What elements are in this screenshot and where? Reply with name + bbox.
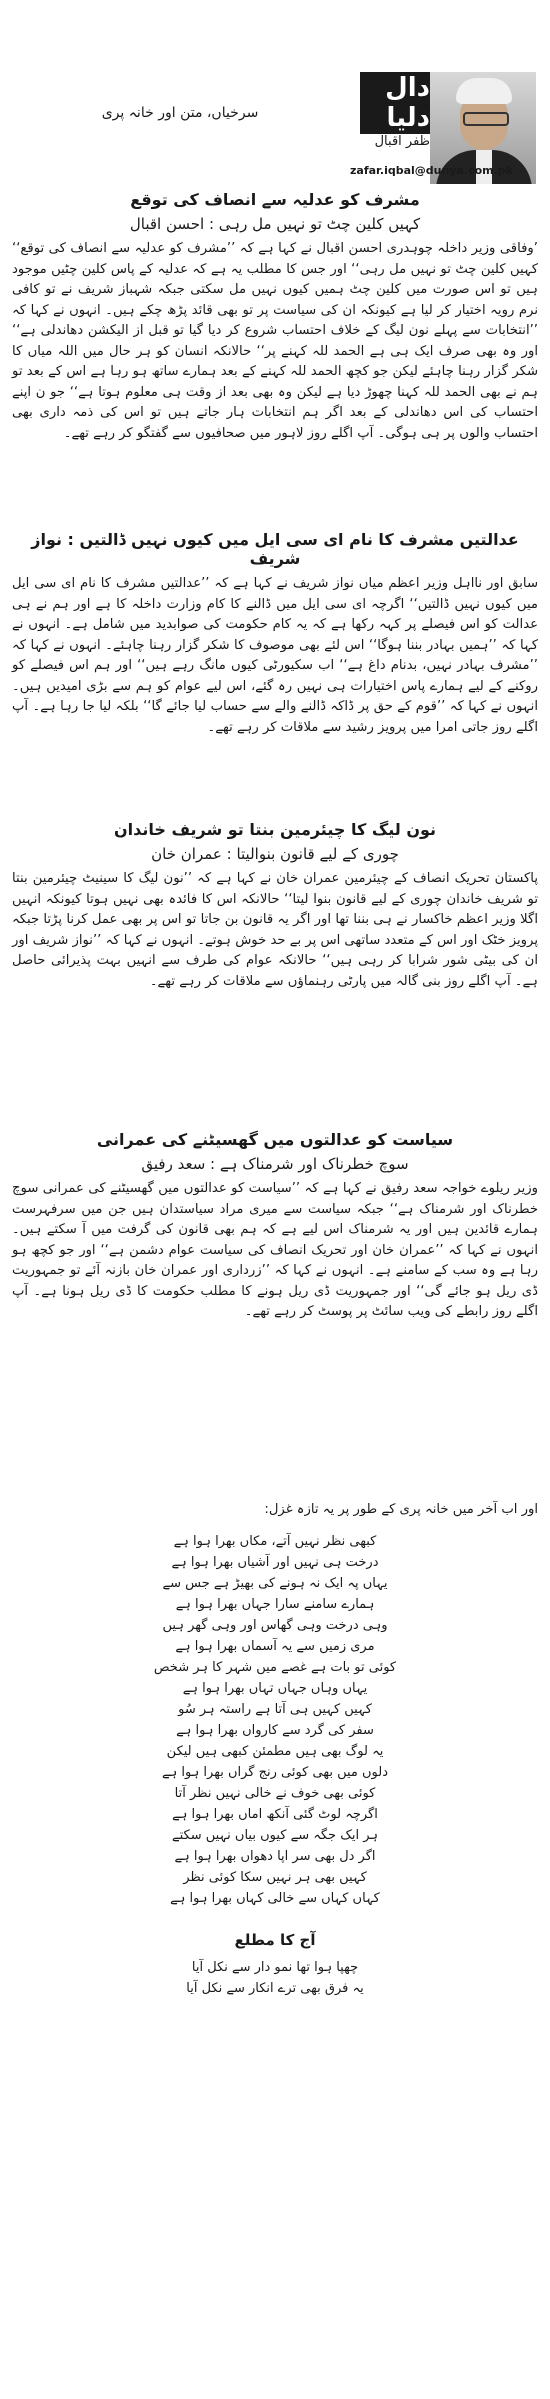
section-1-body: ’وفاقی وزیر داخلہ چوہدری احسن اقبال نے کہا ہے کہ ’’مشرف کو عدلیہ سے انصاف کی توقع‘‘ کہیں کلین چٹ تو نہیں مل رہی‘‘ اور جس کا مطلب یہ ہے کہ عدلیہ کے پاس کلین چٹیں موجود ہیں تو اس صورت میں کلین چٹ ہمیں کیوں نہیں مل سکتی جبکہ شہباز شریف نے تو کافی نرم رویہ اختیار کر لیا ہے کیونکہ ان کی سیاست پر تو بھی قائد پڑھ چکے ہیں۔ انہوں نے کہا کہ ’’انتخابات سے پہلے نون لیگ کے خلاف احتساب شروع کر دیا گیا تو قبل از الیکشن دھاندلی ہے‘‘ اور وہ بھی صرف ایک ہی ہے الحمد للہ کہنے پر‘‘ حالانکہ انسان کو ہر حال میں اللہ میاں کا شکر گزار رہنا چاہئے لیکن جو کچھ الحمد للہ کہنے کے بعد ہمارے ساتھ ہو رہا ہے اس کے بعد تو ہم نے بھی الحمد للہ کہنا چھوڑ دیا ہے لیکن وہ بھی بعد از وقت ہی معلوم ہوتا ہے‘‘ جو ن اپنے احتساب کی اس دھاندلی کے بعد اگر ہم انتخابات ہار جاتے ہیں تو اس کی ذمہ داری بھی احتساب والوں پر ہی ہوگی۔ آپ اگلے روز لاہور میں صحافیوں سے گفتگو کر رہے تھے۔ bbox=[12, 241, 538, 441]
matla-line: چھپا ہوا تھا نمو دار سے نکل آیا bbox=[191, 1959, 359, 1975]
section-1-subheading: کہیں کلین چٹ تو نہیں مل رہی : احسن اقبال bbox=[129, 215, 421, 233]
ghazal-line: کہاں کہاں سے خالی کہاں بھرا ہوا ہے bbox=[170, 1890, 380, 1906]
section-3 bbox=[12, 820, 538, 992]
section-2-heading: عدالتیں مشرف کا نام ای سی ایل میں کیوں نہیں ڈالتیں : نواز شریف bbox=[31, 530, 519, 568]
ghazal-line: کبھی نظر نہیں آتے، مکاں بھرا ہوا ہے bbox=[173, 1533, 377, 1549]
ghazal-line: یہ لوگ بھی ہیں مطمئن کبھی ہیں لیکن bbox=[166, 1743, 384, 1759]
section-1 bbox=[12, 190, 538, 444]
ghazal bbox=[12, 1500, 538, 1999]
ghazal-lines bbox=[12, 1531, 538, 1909]
matla-lines bbox=[12, 1957, 538, 1999]
ghazal-line: وہی درخت وہی گھاس اور وہی گھر ہیں bbox=[162, 1617, 388, 1633]
author-email: zafar.iqbal@dunya.com.pk bbox=[350, 164, 513, 177]
ghazal-line: یہاں پہ ایک نہ ہونے کی بھیڑ ہے جس سے bbox=[162, 1575, 388, 1591]
section-4-body: وزیر ریلوے خواجہ سعد رفیق نے کہا ہے کہ ’’سیاست کو عدالتوں میں گھسیٹنے کی عمرانی سوچ خطرناک اور شرمناک ہے‘‘ جبکہ سیاست سے میری مراد سیاستدان ہیں جن میں سرفہرست ہمارے قائدین ہیں اور یہ شرمناک اس لیے ہے کہ ہم بھی قانون کی گرفت میں آ سکتے ہیں۔ انہوں نے کہا کہ ’’عمران خان اور تحریک انصاف کی سیاست عوام دشمن ہے‘‘ اور جو کچھ ہو رہا ہے وہ سب کے سامنے ہے۔ انہوں نے کہا کہ ’’زرداری اور عمران خان بازنہ آئے تو جمہوریت ڈی ریل ہو جائے گی‘‘ اور جمہوریت ڈی ریل ہونے کا مطلب حکومت کا ڈی ریل ہونا ہے۔ آپ اگلے روز رابطے کی ویب سائٹ پر پوسٹ کر رہے تھے۔ bbox=[12, 1181, 538, 1319]
ghazal-line: کوئی بھی خوف نے خالی نہیں نظر آتا bbox=[174, 1785, 376, 1801]
section-3-body: پاکستان تحریک انصاف کے چیئرمین عمران خان نے کہا ہے کہ ’’نون لیگ کا سینیٹ چیئرمین بنتا تو شریف خاندان چوری کے لیے قانون بنوا لیتا‘‘ حالانکہ اس کا فائدہ بھی نہیں ہوتا کیونکہ انہیں اگلا وزیر اعظم خاکسار نے ہی بننا تھا اور اگر یہ قانون بن جاتا تو اس پر بھی عمل کرنا پڑتا جبکہ پرویز خٹک اور اس کے متعدد ساتھی اس پر بے حد خوش ہوتے۔ انہوں نے کہا کہ ’’نواز شریف اور ان کی بیٹی شور شرابا کر رہی ہیں‘‘ حالانکہ عوام کی طرف سے انہیں بہت پذیرائی حاصل ہے۔ آپ اگلے روز بنی گالہ میں پارٹی رہنماؤں سے ملاقات کر رہے تھے۔ bbox=[12, 871, 538, 989]
ghazal-line: کہیں کہیں ہی آتا ہے راستہ ہر سُو bbox=[178, 1701, 372, 1717]
section-3-heading: نون لیگ کا چیئرمین بنتا تو شریف خاندان bbox=[113, 820, 437, 839]
ghazal-line: کہیں بھی ہر نہیں سکا کوئی نظر bbox=[183, 1869, 367, 1885]
ghazal-line: درخت ہی نہیں اور آشیاں بھرا ہوا ہے bbox=[171, 1554, 379, 1570]
section-2 bbox=[12, 530, 538, 738]
ghazal-line: دلوں میں بھی کوئی رنج گراں بھرا ہوا ہے bbox=[161, 1764, 389, 1780]
section-3-subheading: چوری کے لیے قانون بنوالیتا : عمران خان bbox=[151, 845, 399, 863]
ghazal-line: یہاں وہاں جہاں تہاں بھرا ہوا ہے bbox=[182, 1680, 368, 1696]
ghazal-line: اگرچہ لوٹ گئی آنکھ اماں بھرا ہوا ہے bbox=[172, 1806, 378, 1822]
column-subhead: سرخیاں، متن اور خانہ پری bbox=[101, 105, 259, 121]
ghazal-line: کوئی تو بات ہے غصے میں شہر کا ہر شخص bbox=[153, 1659, 397, 1675]
ghazal-line: سفر کی گرد سے کارواں بھرا ہوا ہے bbox=[176, 1722, 374, 1738]
ghazal-line: مری زمیں سے یہ آسماں بھرا ہوا ہے bbox=[175, 1638, 375, 1654]
author-name: ظفر اقبال bbox=[374, 134, 430, 149]
column-title: دال دلیا bbox=[360, 72, 430, 134]
section-1-heading: مشرف کو عدلیہ سے انصاف کی توقع bbox=[130, 190, 420, 209]
matla-line: یہ فرق بھی ترے انکار سے نکل آیا bbox=[186, 1980, 364, 1996]
ghazal-line: اگر دل بھی سر اپا دھواں بھرا ہوا ہے bbox=[174, 1848, 376, 1864]
section-4-subheading: سوچ خطرناک اور شرمناک ہے : سعد رفیق bbox=[141, 1155, 409, 1173]
ghazal-line: ہمارے سامنے سارا جہاں بھرا ہوا ہے bbox=[175, 1596, 375, 1612]
column-masthead bbox=[350, 72, 540, 177]
section-2-body: سابق اور نااہل وزیر اعظم میاں نواز شریف نے کہا ہے کہ ’’عدالتیں مشرف کا نام ای سی ایل میں کیوں نہیں ڈالتیں‘‘ اگرچہ ای سی ایل میں ڈالنے کا کام وزارت داخلہ کا ہے اور ہم نے ہی عدالت کو اس فیصلے پر کہہ رکھا ہے کہ یہ کام حکومت کی صوابدید میں شامل ہے۔ انہوں نے کہا کہ ’’ہمیں بہادر بننا ہوگا‘‘ اس لئے بھی موصوف کا شکر گزار رہنا چاہئے۔ انہوں نے کہا کہ ’’مشرف بہادر نہیں، بدنام داغ ہے‘‘ اب سکیورٹی کیوں مانگ رہے ہیں‘‘ اور ہم اس فیصلے کو روکنے کے لیے ہمارے پاس اختیارات ہی نہیں رہ گئے، اس لیے عوام کو ہم سے بڑی امیدیں ہیں۔ انہوں نے کہا کہ ’’قوم کے حق پر ڈاکہ ڈالنے والے سے حساب لیا جائے گا‘‘ بلکہ لیا جا رہا ہے۔ آپ اگلے روز جاتی امرا میں پرویز رشید سے ملاقات کر رہے تھے۔ bbox=[12, 576, 538, 735]
section-4 bbox=[12, 1130, 538, 1323]
ghazal-line: ہر ایک جگہ سے کیوں بیاں نہیں سکتے bbox=[171, 1827, 378, 1843]
matla-heading: آج کا مطلع bbox=[234, 1930, 316, 1949]
ghazal-intro: اور اب آخر میں خانہ پری کے طور پر یہ تازہ غزل: bbox=[264, 1502, 538, 1517]
section-4-heading: سیاست کو عدالتوں میں گھسیٹنے کی عمرانی bbox=[96, 1130, 454, 1149]
